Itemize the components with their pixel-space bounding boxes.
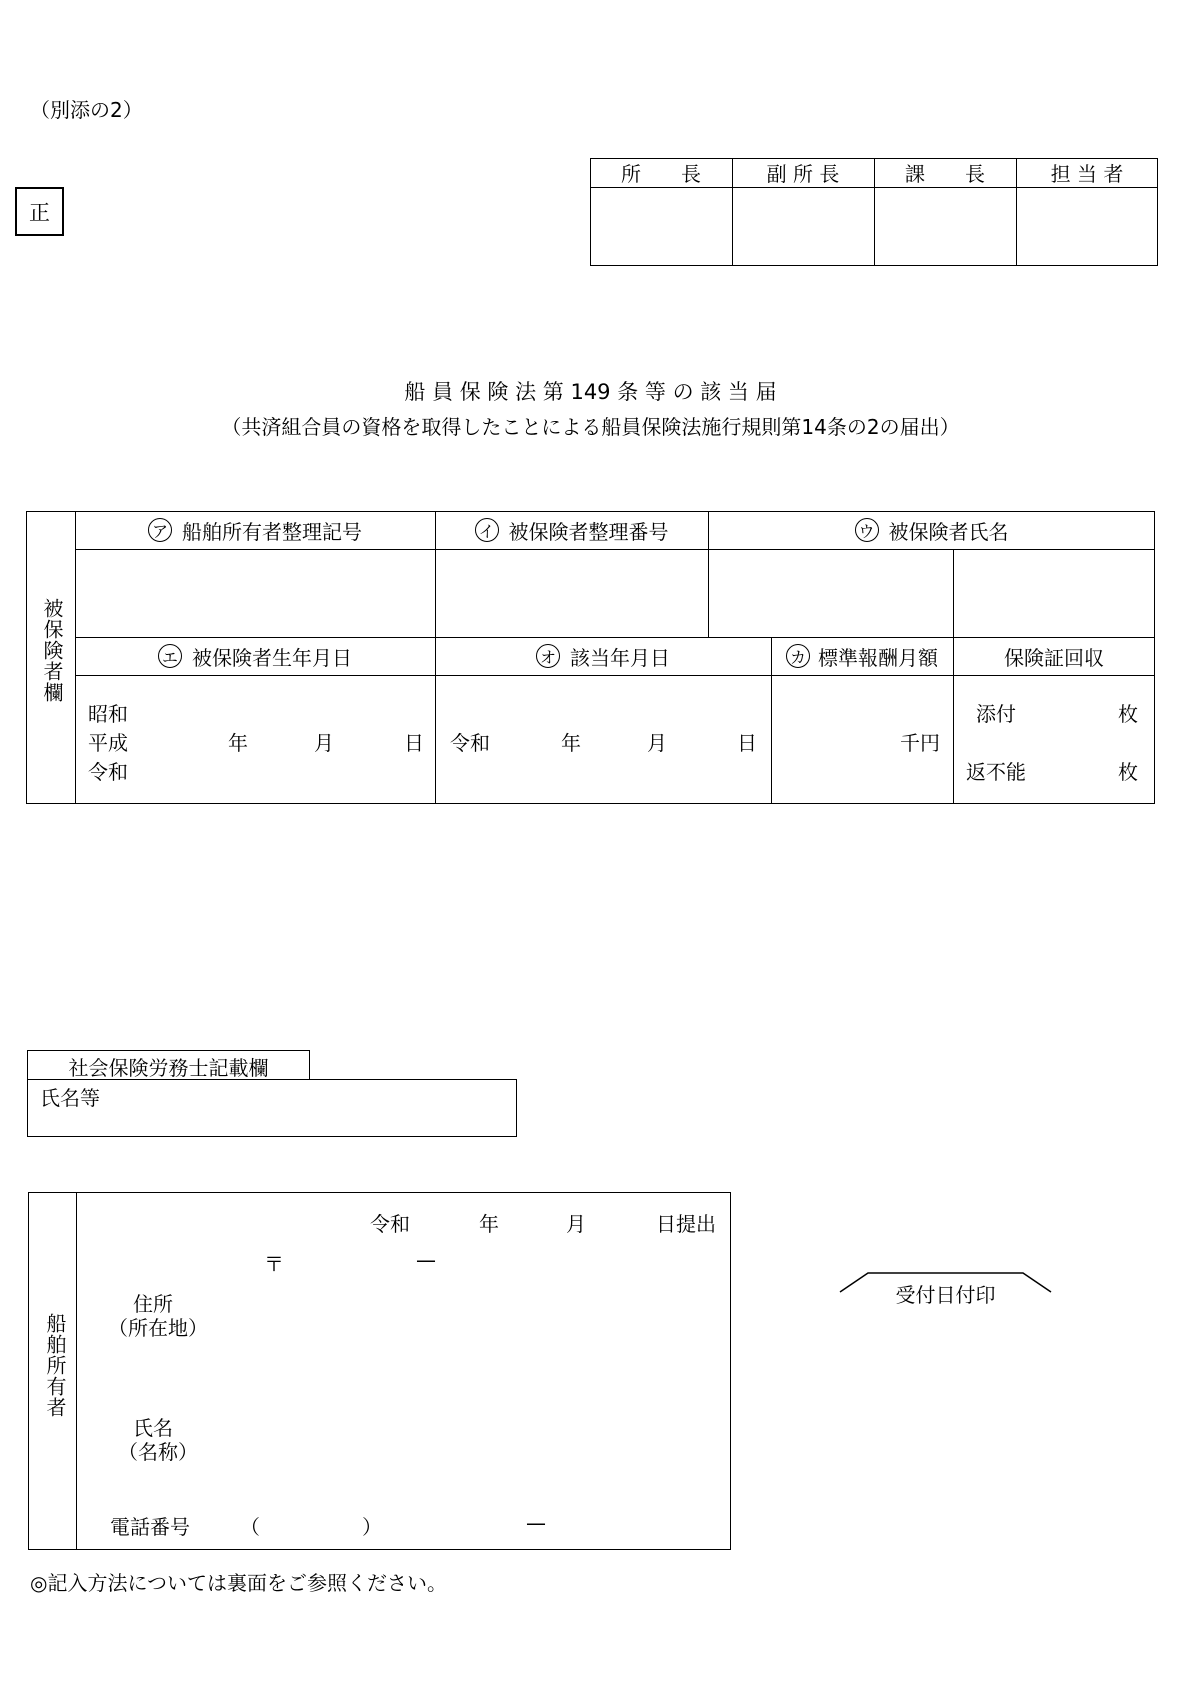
col-salary-label: 標準報酬月額 (818, 645, 938, 670)
katakana-o-mark: オ (536, 644, 560, 668)
address-label: 住所 (133, 1292, 173, 1316)
submit-year-unit: 年 (479, 1212, 499, 1236)
katakana-a-mark: ア (148, 518, 172, 542)
approval-header-section-chief: 課 長 (905, 162, 985, 186)
attachment-label: （別添の2） (30, 98, 143, 122)
approval-stamp-staff[interactable] (1017, 188, 1157, 265)
sharoushi-tab-label: 社会保険労務士記載欄 (68, 1056, 269, 1080)
col-insured-name-label: 被保険者氏名 (888, 519, 1009, 544)
approval-header-director: 所 長 (621, 162, 701, 186)
applicable-day-unit: 日 (737, 731, 757, 755)
submit-era: 令和 (370, 1212, 410, 1236)
katakana-e-mark: エ (158, 644, 182, 668)
applicable-month-unit: 月 (647, 731, 667, 755)
col-salary-header (771, 637, 953, 675)
phone-exchange-field[interactable] (385, 1507, 515, 1537)
col-applicable-date-header (435, 637, 771, 675)
owner-name-field[interactable] (215, 1408, 720, 1468)
approval-stamp-section-chief[interactable] (875, 188, 1015, 265)
receipt-stamp-label: 受付日付印 (895, 1283, 996, 1307)
col-insured-number-header (435, 511, 708, 549)
address-field[interactable] (215, 1285, 720, 1345)
cert-attached-unit: 枚 (1118, 702, 1138, 726)
applicable-year-unit: 年 (561, 731, 581, 755)
katakana-i-mark: イ (475, 518, 499, 542)
original-mark: 正 (15, 187, 64, 236)
insured-name-field-a[interactable] (709, 550, 952, 636)
col-cert-header: 保険証回収 (1004, 645, 1104, 670)
cert-attached-count-field[interactable] (1030, 690, 1110, 722)
cert-unreturnable-count-field[interactable] (1030, 748, 1110, 780)
approval-stamp-deputy[interactable] (733, 188, 873, 265)
owner-name-label: 氏名 (133, 1416, 173, 1440)
era-heisei: 平成 (88, 731, 128, 755)
col-insured-number-label: 被保険者整理番号 (508, 519, 669, 544)
submit-day-unit: 日提出 (656, 1212, 716, 1236)
col-applicable-date-label: 該当年月日 (570, 645, 670, 670)
phone-label: 電話番号 (110, 1515, 190, 1539)
birth-month-unit: 月 (314, 731, 334, 755)
birth-year-unit: 年 (228, 731, 248, 755)
insured-side-label: 被保険者欄 (40, 598, 64, 703)
owner-name-sub-label: （名称） (118, 1440, 198, 1464)
katakana-u-mark: ウ (855, 518, 879, 542)
katakana-ka-mark: カ (786, 644, 810, 668)
address-sub-label: （所在地） (108, 1316, 208, 1340)
cert-attached-label: 添付 (976, 702, 1016, 726)
footer-note: ◎記入方法については裏面をご参照ください。 (30, 1571, 448, 1595)
applicable-era: 令和 (450, 731, 490, 755)
cert-unreturnable-label: 返不能 (966, 760, 1026, 784)
phone-close-paren: ） (362, 1515, 382, 1539)
postal-dash: — (416, 1248, 436, 1272)
approval-stamp-director[interactable] (591, 188, 731, 265)
col-insured-name-header (708, 511, 1155, 549)
col-owner-code-label: 船舶所有者整理記号 (182, 519, 362, 544)
phone-open-paren: （ (240, 1515, 260, 1539)
col-owner-code-header (75, 511, 435, 549)
phone-area-code-field[interactable] (262, 1507, 358, 1537)
form-subtitle: （共済組合員の資格を取得したことによる船員保険法施行規則第14条の2の届出） (221, 414, 960, 439)
birthdate-field[interactable] (76, 676, 434, 803)
approval-header-staff: 担 当 者 (1050, 162, 1124, 186)
postal-code-field-2[interactable] (445, 1244, 555, 1272)
approval-header-deputy: 副 所 長 (766, 162, 840, 186)
sharoushi-name-label: 氏名等 (40, 1086, 100, 1110)
submit-month-unit: 月 (566, 1212, 586, 1236)
form-title: 船 員 保 険 法 第 149 条 等 の 該 当 届 (404, 380, 777, 404)
phone-dash: — (526, 1511, 546, 1535)
postal-code-field-1[interactable] (290, 1244, 400, 1272)
col-birthdate-label: 被保険者生年月日 (192, 645, 352, 670)
era-reiwa: 令和 (88, 760, 128, 784)
sharoushi-field[interactable] (27, 1079, 517, 1137)
insured-number-field[interactable] (436, 550, 707, 636)
col-birthdate-header (75, 637, 435, 675)
cert-unreturnable-unit: 枚 (1118, 760, 1138, 784)
insured-name-field-b[interactable] (954, 550, 1154, 636)
postal-mark-icon: 〒 (264, 1252, 284, 1276)
salary-unit: 千円 (900, 731, 940, 755)
phone-number-field[interactable] (555, 1507, 715, 1537)
owner-code-field[interactable] (76, 550, 434, 636)
owner-side-label: 船舶所有者 (43, 1313, 67, 1418)
era-showa: 昭和 (88, 702, 128, 726)
birth-day-unit: 日 (404, 731, 424, 755)
